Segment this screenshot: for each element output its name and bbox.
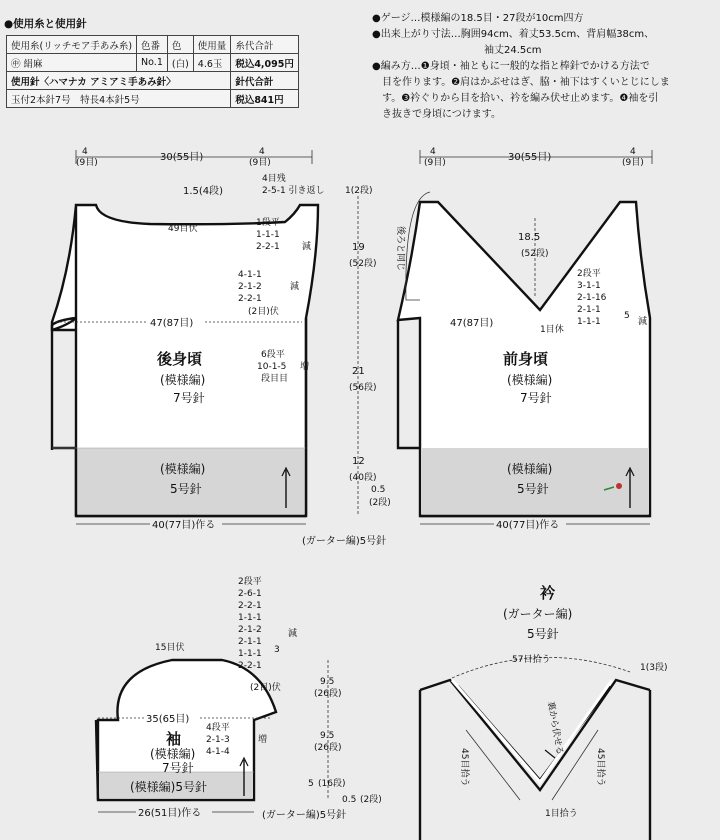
collar-needle: 5号針 — [527, 627, 559, 641]
front-band-pattern: (模様編) — [507, 462, 553, 476]
sleeve-dim-value: 9.5 — [320, 677, 335, 687]
front-body — [395, 147, 652, 531]
front-top-left-sub: (9目) — [424, 158, 446, 168]
back-top-left-dim: 4 — [82, 147, 88, 157]
sleeve-dim-value: 5 — [308, 779, 314, 789]
back-side-inc: 6段平 — [261, 350, 285, 360]
front-v-dec: 2-1-16 — [577, 293, 607, 303]
front-band-needle: 5号針 — [517, 482, 549, 496]
size-note: ●出来上がり寸法…胸囲94cm、着丈53.5cm、背肩幅38cm、 — [372, 29, 655, 40]
back-body — [52, 147, 325, 531]
vertical-edge: 0.5 — [371, 485, 386, 495]
vertical-armhole: 19 — [352, 242, 365, 253]
collar-right-pickup: 45目拾う — [595, 748, 605, 787]
sleeve-dim-rows: (26段) — [314, 743, 342, 753]
front-v-dec-count: 5 — [624, 311, 630, 321]
collar-center-pickup: 1目拾う — [545, 809, 578, 819]
collar-inner-edge — [458, 686, 610, 780]
sleeve-dim-rows: (16段) — [318, 779, 346, 789]
back-side-inc: 段目目 — [261, 374, 289, 384]
sleeve-dim-value: 9.5 — [320, 731, 335, 741]
front-top-right-dim: 4 — [630, 147, 636, 157]
collar-pattern: (ガーター編) — [503, 607, 573, 621]
table-cell: 税込4,095円 — [231, 54, 299, 72]
flower-motif — [616, 483, 622, 489]
vertical-band: 12 — [352, 456, 365, 467]
front-v-rows: (52段) — [521, 249, 549, 259]
back-bottom-dim: 40(77目)作る — [152, 520, 216, 531]
back-neck-dec: 2-2-1 — [256, 242, 280, 252]
sleeve — [96, 576, 382, 821]
sleeve-needle: 7号針 — [162, 761, 194, 775]
sleeve-cap-dec: 1-1-1 — [238, 613, 262, 623]
back-top-left-sub: (9目) — [76, 158, 98, 168]
collar — [420, 584, 667, 840]
front-needle: 7号針 — [520, 391, 552, 405]
table-cell: 4.6玉 — [193, 54, 231, 72]
sleeve-garter-label: (ガーター編)5号針 — [262, 810, 347, 821]
vertical-dimensions — [345, 185, 391, 515]
table-header-cell: 糸代合計 — [231, 36, 299, 54]
front-bottom-dim: 40(77目)作る — [496, 520, 560, 531]
collar-pickup: 57目拾う — [512, 655, 551, 665]
sleeve-cap-dec: 2-6-1 — [238, 589, 262, 599]
vertical-top: 1(2段) — [345, 186, 373, 196]
back-title: 後身頃 — [157, 350, 203, 368]
table-cell: 税込841円 — [231, 90, 299, 108]
table-cell: (白) — [167, 54, 193, 72]
table-cell: 玉付2本針7号 特長4本針5号 — [7, 90, 231, 108]
table-cell: ㊥ 絹麻 — [7, 54, 137, 72]
front-top-right-sub: (9目) — [622, 158, 644, 168]
back-arm-dec: 4-1-1 — [238, 270, 262, 280]
vertical-body-rows: (56段) — [349, 383, 377, 393]
sleeve-cap-dec: 2-2-1 — [238, 601, 262, 611]
table-header-cell: 使用針〈ハマナカ アミアミ手あみ針〉 — [7, 72, 231, 90]
front-pattern: (模様編) — [507, 373, 553, 387]
table-header-cell: 色番 — [137, 36, 168, 54]
front-top-left-dim: 4 — [430, 147, 436, 157]
gauge-note: ●ゲージ…模様編の18.5目・27段が10cm四方 — [372, 13, 584, 24]
front-width-dim: 47(87目) — [450, 318, 494, 329]
sleeve-cap-dec-label: 減 — [288, 629, 298, 639]
back-shoulder-turn: 2-5-1 引き返し — [262, 186, 325, 196]
back-neck-dec: 1-1-1 — [256, 230, 280, 240]
vertical-armhole-rows: (52段) — [349, 259, 377, 269]
back-band-pattern: (模様編) — [160, 462, 206, 476]
sleeve-arm-bind: (2目)伏 — [250, 683, 281, 693]
back-arm-dec: 2-2-1 — [238, 294, 262, 304]
sleeve-cap-dec: 2-1-2 — [238, 625, 262, 635]
back-band-needle: 5号針 — [170, 482, 202, 496]
sleeve-cap-dec: 2-1-1 — [238, 637, 262, 647]
back-neck-bind: 49目伏 — [168, 224, 198, 234]
back-arm-dec-label: 減 — [290, 282, 300, 292]
back-neck-dec-label: 減 — [302, 242, 312, 252]
sleeve-inc: 2-1-3 — [206, 735, 230, 745]
sleeve-inc-label: 増 — [258, 735, 268, 745]
back-width-dim: 47(87目) — [150, 318, 194, 329]
front-v-dec: 2-1-1 — [577, 305, 601, 315]
back-top-right-dim: 4 — [259, 147, 265, 157]
back-pattern: (模様編) — [160, 373, 206, 387]
sleeve-cap-dec: 2段平 — [238, 577, 262, 587]
collar-title: 衿 — [540, 584, 556, 602]
collar-from-back: 裏から伏せる — [545, 700, 565, 756]
sleeve-cap-bind: 15目伏 — [155, 643, 185, 653]
collar-right-rows: 1(3段) — [640, 663, 668, 673]
back-shoulder-slope: 1.5(4段) — [183, 186, 224, 197]
sleeve-cap-dec: 1-1-1 — [238, 649, 262, 659]
method-line: き抜きで身頃につけます。 — [382, 109, 501, 120]
vertical-body: 21 — [352, 366, 365, 377]
sleeve-dim-value: 0.5 — [342, 795, 357, 805]
back-band-shading — [77, 448, 305, 514]
sleeve-dim-rows: (2段) — [360, 795, 382, 805]
table-header-cell: 色 — [167, 36, 193, 54]
front-center-hold: 1目休 — [540, 325, 564, 335]
front-band-shading — [421, 448, 649, 514]
back-side-inc-label: 増 — [300, 362, 310, 372]
front-v-dec: 2段平 — [577, 269, 601, 279]
sleeve-inc: 4段平 — [206, 723, 230, 733]
front-v-dec-label: 減 — [638, 317, 648, 327]
front-top-mid-dim: 30(55目) — [508, 152, 552, 163]
sleeve-width-dim: 35(65目) — [146, 714, 190, 725]
back-neck-dec: 1段平 — [256, 218, 280, 228]
sleeve-title: 袖 — [166, 730, 182, 748]
back-needle: 7号針 — [173, 391, 205, 405]
back-top-mid-dim: 30(55目) — [160, 152, 204, 163]
back-arm-bind: (2目)伏 — [248, 307, 279, 317]
materials-heading: ●使用糸と使用針 — [4, 18, 87, 30]
table-header-cell: 針代合計 — [231, 72, 299, 90]
size-note-2: 袖丈24.5cm — [484, 45, 542, 56]
sleeve-dim-rows: (26段) — [314, 689, 342, 699]
front-back-same: 後ろと同じ — [395, 226, 405, 272]
method-line: 目を作ります。❷肩はかぶせはぎ、脇・袖下はすくいとじにしま — [382, 77, 670, 88]
back-top-right-sub: (9目) — [249, 158, 271, 168]
vertical-band-rows: (40段) — [349, 473, 377, 483]
table-header-cell: 使用量 — [193, 36, 231, 54]
sleeve-bottom-dim: 26(51目)作る — [138, 808, 202, 819]
back-shoulder-rest: 4目残 — [262, 174, 286, 184]
method-line: ●編み方…❶身頃・袖ともに一般的な指と棒針でかける方法で — [372, 61, 650, 72]
sleeve-cap-dec: 2-2-1 — [238, 661, 262, 671]
body-garter-label: (ガーター編)5号針 — [302, 536, 387, 547]
back-arm-dec: 2-1-2 — [238, 282, 262, 292]
front-v-dec: 3-1-1 — [577, 281, 601, 291]
sleeve-band-label: (模様編)5号針 — [130, 780, 207, 794]
front-v-dec: 1-1-1 — [577, 317, 601, 327]
sleeve-inc: 4-1-4 — [206, 747, 230, 757]
front-title: 前身頃 — [503, 350, 549, 368]
sleeve-cap-dec-count: 3 — [274, 645, 280, 655]
vertical-edge-rows: (2段) — [369, 498, 391, 508]
front-v-depth: 18.5 — [518, 232, 541, 243]
table-cell: No.1 — [137, 54, 168, 72]
back-side-inc: 10-1-5 — [257, 362, 287, 372]
method-line: す。❸衿ぐりから目を拾い、衿を編み伏せ止めます。❹袖を引 — [382, 93, 659, 104]
collar-left-pickup: 45目拾う — [459, 748, 469, 787]
table-header-cell: 使用糸(リッチモア手あみ糸) — [7, 36, 137, 54]
sleeve-pattern: (模様編) — [150, 747, 196, 761]
